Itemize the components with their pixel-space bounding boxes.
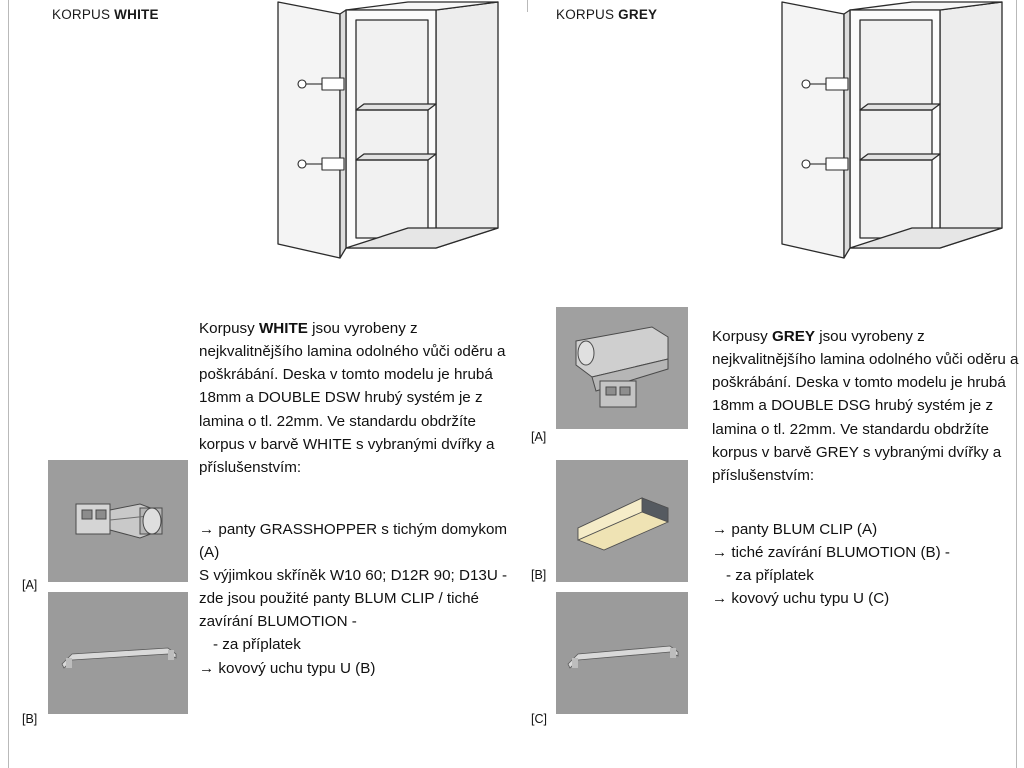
photo-handle-white <box>48 592 188 714</box>
center-margin-rule <box>527 0 528 12</box>
paragraph-white-post: jsou vyrobeny z nejkvalitnějšího lamina odolného vůči oděru a poškrábání. Deska v tomto modelu je hrubá 18mm a DOUBLE DSW hrubý systém je z lamina o tl. 22mm. Ve standardu obdržíte korpus v barvě WHITE s vybranými dvířky a příslušenstvím: <box>199 320 506 476</box>
bullet-item: → kovový uchu typu U (B) <box>199 659 376 677</box>
paragraph-white-pre: Korpusy <box>199 320 259 338</box>
cabinet-illustration-white <box>236 0 526 270</box>
bullet-item: S výjimkou skříněk W10 60; D12R 90; D13U - zde jsou použité panty BLUM CLIP / tiché zavírání BLUMOTION - <box>199 567 508 631</box>
bullet-item: → kovový uchu typu U (C) <box>712 590 890 608</box>
photo-hinge-white <box>48 460 188 582</box>
photo-handle-grey <box>556 592 688 714</box>
paragraph-grey-strong: GREY <box>771 328 815 346</box>
section-paragraph-grey <box>712 325 1022 487</box>
photo-label-c-grey: [C] <box>531 712 547 726</box>
cabinet-illustration-grey <box>740 0 1024 270</box>
paragraph-white-strong: WHITE <box>258 320 308 338</box>
photo-label-a-white: [A] <box>22 578 38 592</box>
handle-photo-graphic <box>556 592 688 714</box>
left-margin-rule <box>8 0 9 768</box>
section-paragraph-white <box>199 317 519 479</box>
photo-hinge-grey <box>556 307 688 429</box>
section-title-grey <box>556 7 657 22</box>
section-title-white-prefix: KORPUS <box>52 7 115 22</box>
paragraph-grey-pre: Korpusy <box>712 328 772 346</box>
section-title-grey-strong: GREY <box>618 7 658 22</box>
photo-damper-grey <box>556 460 688 582</box>
bullet-item: → panty GRASSHOPPER s tichým domykom (A) <box>199 521 508 562</box>
hinge-photo-graphic <box>556 307 688 429</box>
photo-label-b-white: [B] <box>22 712 38 726</box>
section-title-grey-prefix: KORPUS <box>556 7 619 22</box>
section-title-white-strong: WHITE <box>114 7 159 22</box>
section-bullets-white <box>199 518 529 680</box>
cabinet-drawing-white <box>236 0 526 270</box>
bullet-item: → panty BLUM CLIP (A) <box>712 521 878 538</box>
bullet-item: - za příplatek <box>726 567 814 585</box>
cabinet-drawing-grey <box>740 0 1024 270</box>
photo-label-b-grey: [B] <box>531 568 547 582</box>
handle-photo-graphic <box>48 592 188 714</box>
bullet-item: - za příplatek <box>213 636 301 654</box>
bullet-item: → tiché zavírání BLUMOTION (B) - <box>712 544 950 562</box>
damper-photo-graphic <box>556 460 688 582</box>
paragraph-grey-post: jsou vyrobeny z nejkvalitnějšího lamina odolného vůči oděru a poškrábání. Deska v tomto modelu je hrubá 18mm a DOUBLE DSG hrubý systém je z lamina o tl. 22mm. Ve standardu obdržíte korpus v barvě GREY s vybranými dvířky a příslušenstvím: <box>712 328 1019 484</box>
hinge-photo-graphic <box>48 460 188 582</box>
photo-label-a-grey: [A] <box>531 430 547 444</box>
section-bullets-grey <box>712 518 1022 610</box>
section-title-white <box>52 7 159 22</box>
